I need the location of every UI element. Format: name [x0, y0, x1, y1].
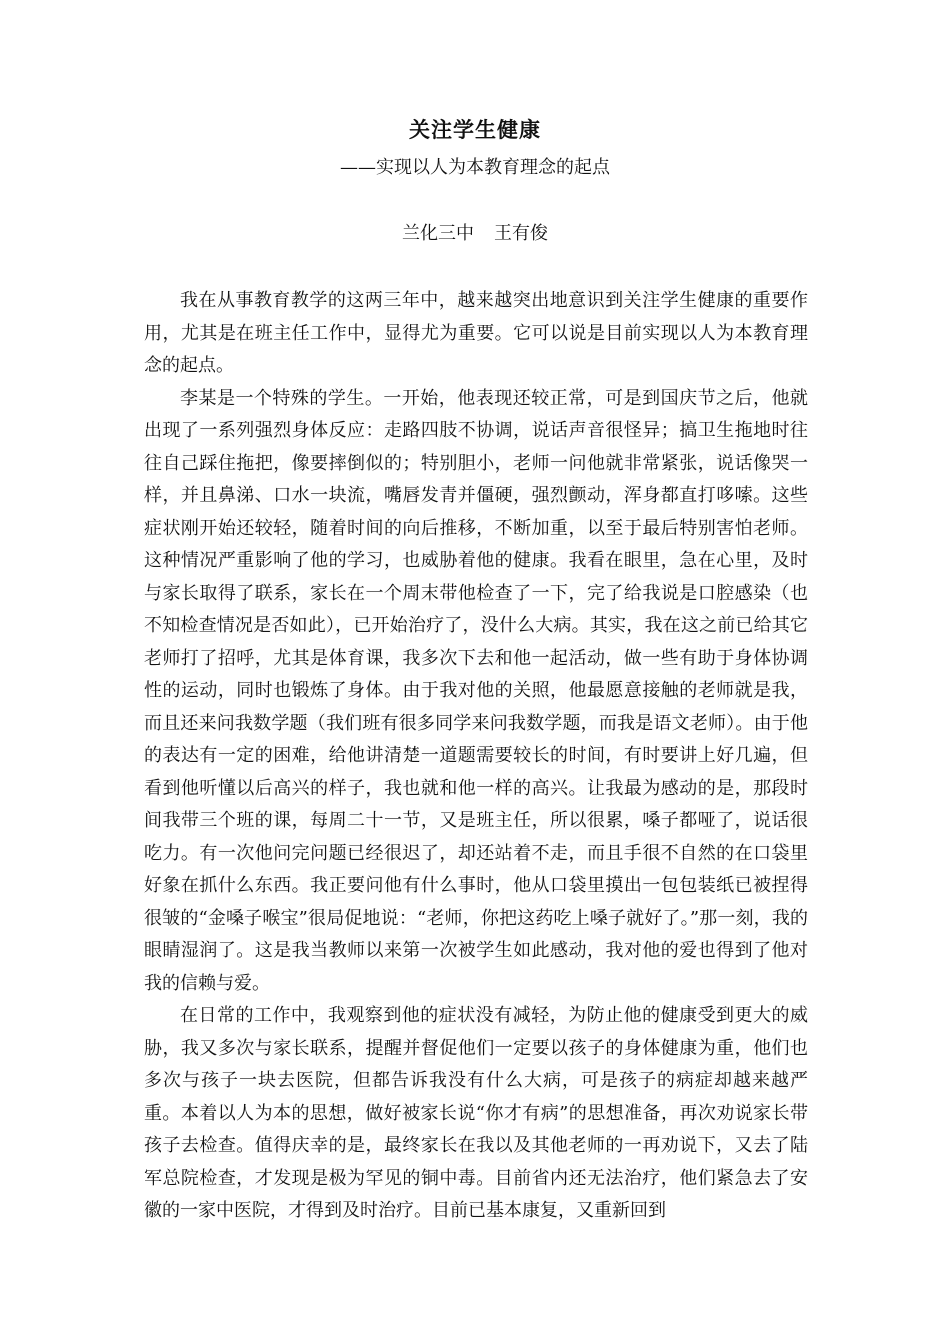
- paragraph: 在日常的工作中，我观察到他的症状没有减轻，为防止他的健康受到更大的威胁，我又多次与家长联系，提醒并督促他们一定要以孩子的身体健康为重，他们也多次与孩子一块去医院，但都告诉我没有什么大病，可是孩子的病症却越来越严重。本着以人为本的思想，做好被家长说“你才有病”的思想准备，再次劝说家长带孩子去检查。值得庆幸的是，最终家长在我以及其他老师的一再劝说下，又去了陆军总院检查，才发现是极为罕见的铜中毒。目前省内还无法治疗，他们紧急去了安徽的一家中医院，才得到及时治疗。目前已基本康复，又重新回到: [144, 1005, 808, 1221]
- paragraph: 李某是一个特殊的学生。一开始，他表现还较正常，可是到国庆节之后，他就出现了一系列强烈身体反应：走路四肢不协调，说话声音很怪异；搞卫生拖地时往往自己踩住拖把，像要摔倒似的；特别胆小，老师一问他就非常紧张，说话像哭一样，并且鼻涕、口水一块流，嘴唇发青并僵硬，强烈颤动，浑身都直打哆嗦。这些症状刚开始还较轻，随着时间的向后推移，不断加重，以至于最后特别害怕老师。这种情况严重影响了他的学习，也威胁着他的健康。我看在眼里，急在心里，及时与家长取得了联系，家长在一个周末带他检查了一下，完了给我说是口腔感染（也不知检查情况是否如此），已开始治疗了，没什么大病。其实，我在这之前已给其它老师打了招呼，尤其是体育课，我多次下去和他一起活动，做一些有助于身体协调性的运动，同时也锻炼了身体。由于我对他的关照，他最愿意接触的老师就是我，而且还来问我数学题（我们班有很多同学来问我数学题，而我是语文老师）。由于他的表达有一定的困难，给他讲清楚一道题需要较长的时间，有时要讲上好几遍，但看到他听懂以后高兴的样子，我也就和他一样的高兴。让我最为感动的是，那段时间我带三个班的课，每周二十一节，又是班主任，所以很累，嗓子都哑了，说话很吃力。有一次他问完问题已经很迟了，却还站着不走，而且手很不自然的在口袋里好象在抓什么东西。我正要问他有什么事时，他从口袋里摸出一包包装纸已被捏得很皱的“金嗓子喉宝”很局促地说：“老师，你把这药吃上嗓子就好了。”那一刻，我的眼睛湿润了。这是我当教师以来第一次被学生如此感动，我对他的爱也得到了他对我的信赖与爱。: [144, 387, 808, 994]
- author-line: [0, 218, 950, 250]
- document-subtitle: ——实现以人为本教育理念的起点: [340, 157, 610, 178]
- author-name: 王有俊: [494, 223, 548, 244]
- document-title: 关注学生健康: [409, 118, 541, 142]
- paragraph: 我在从事教育教学的这两三年中，越来越突出地意识到关注学生健康的重要作用，尤其是在班主任工作中，显得尤为重要。它可以说是目前实现以人为本教育理念的起点。: [144, 290, 808, 376]
- document-body: [144, 285, 808, 1228]
- author-school: 兰化三中: [402, 223, 474, 244]
